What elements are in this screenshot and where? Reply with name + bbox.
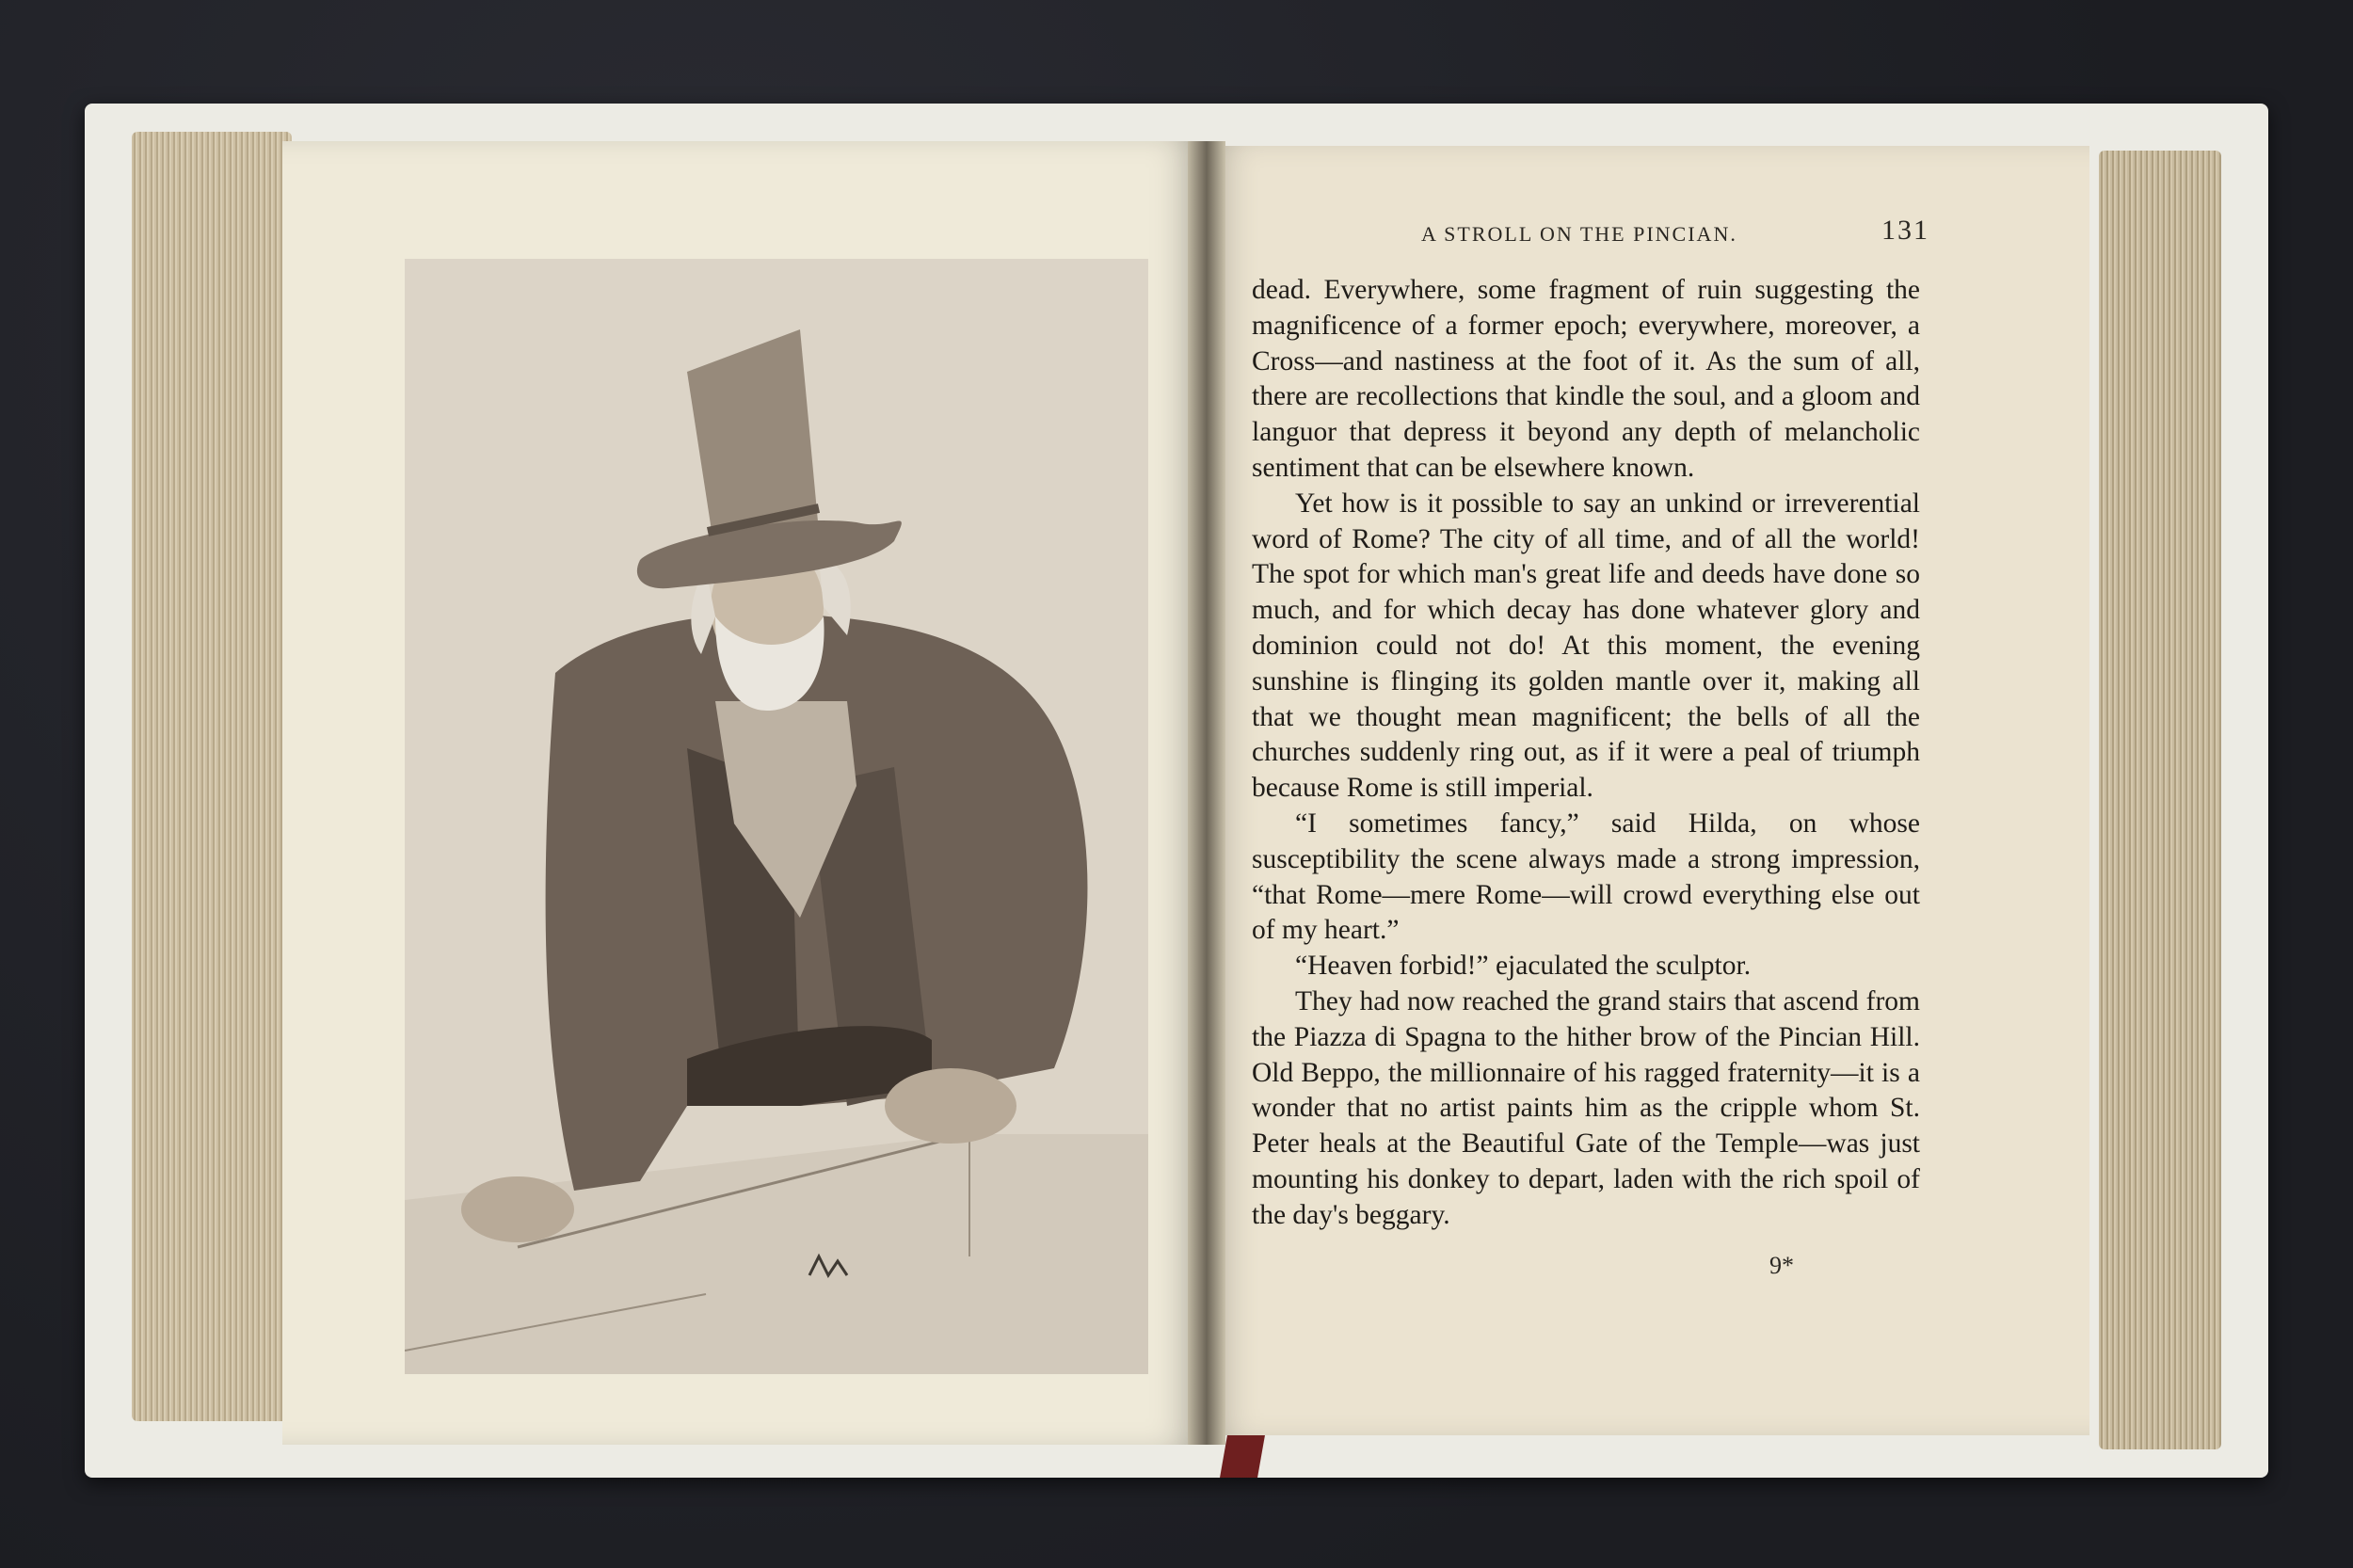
page-block-right — [2099, 151, 2221, 1449]
paragraph: “Heaven forbid!” ejaculated the sculptor. — [1295, 951, 1752, 982]
page-number: 131 — [1881, 215, 1929, 246]
paragraph: dead. Everywhere, some fragment of ruin suggesting the magnificence of a former epoch; everywhere, moreover, a Cross—and nastiness at the foot of it. As the sum of all, there are recollections that kindle the soul, and a gloom and languor that depress it beyond any depth of melancholic sentiment that can be elsewhere known. — [1252, 275, 1920, 483]
body-text — [1252, 273, 1920, 1234]
running-header — [1252, 215, 1929, 252]
paragraph: “I sometimes fancy,” said Hilda, on whose susceptibility the scene always made a strong impression, “that Rome—mere Rome—will crowd everything else out of my heart.” — [1252, 808, 1920, 946]
signature-mark: 9* — [1769, 1252, 1794, 1279]
book-gutter — [1188, 141, 1225, 1445]
beggar-photograph — [405, 259, 1148, 1374]
paragraph: Yet how is it possible to say an unkind or irreverential word of Rome? The city of all time, and of all the world! The spot for which man's great life and deeds have done so much, and for which decay has done whatever glory and dominion could not do! At this moment, the evening sunshine is flinging its golden mantle over it, making all that we thought mean magnificent; the bells of all the churches suddenly ring out, as if it were a peal of triumph because Rome is still imperial. — [1252, 488, 1920, 804]
running-title: A STROLL ON THE PINCIAN. — [1421, 222, 1737, 246]
bearded-beggar-illustration-icon — [405, 259, 1148, 1374]
page-block-left — [132, 132, 292, 1421]
bookmark-ribbon — [1220, 1435, 1265, 1478]
paragraph: They had now reached the grand stairs that ascend from the Piazza di Spagna to the hither brow of the Pincian Hill. Old Beppo, the millionnaire of his ragged fraternity—it is a wonder that no artist paints him as the cripple whom St. Peter heals at the Beautiful Gate of the Temple—was just mounting his donkey to depart, laden with the rich spoil of the day's beggary. — [1252, 985, 1920, 1230]
